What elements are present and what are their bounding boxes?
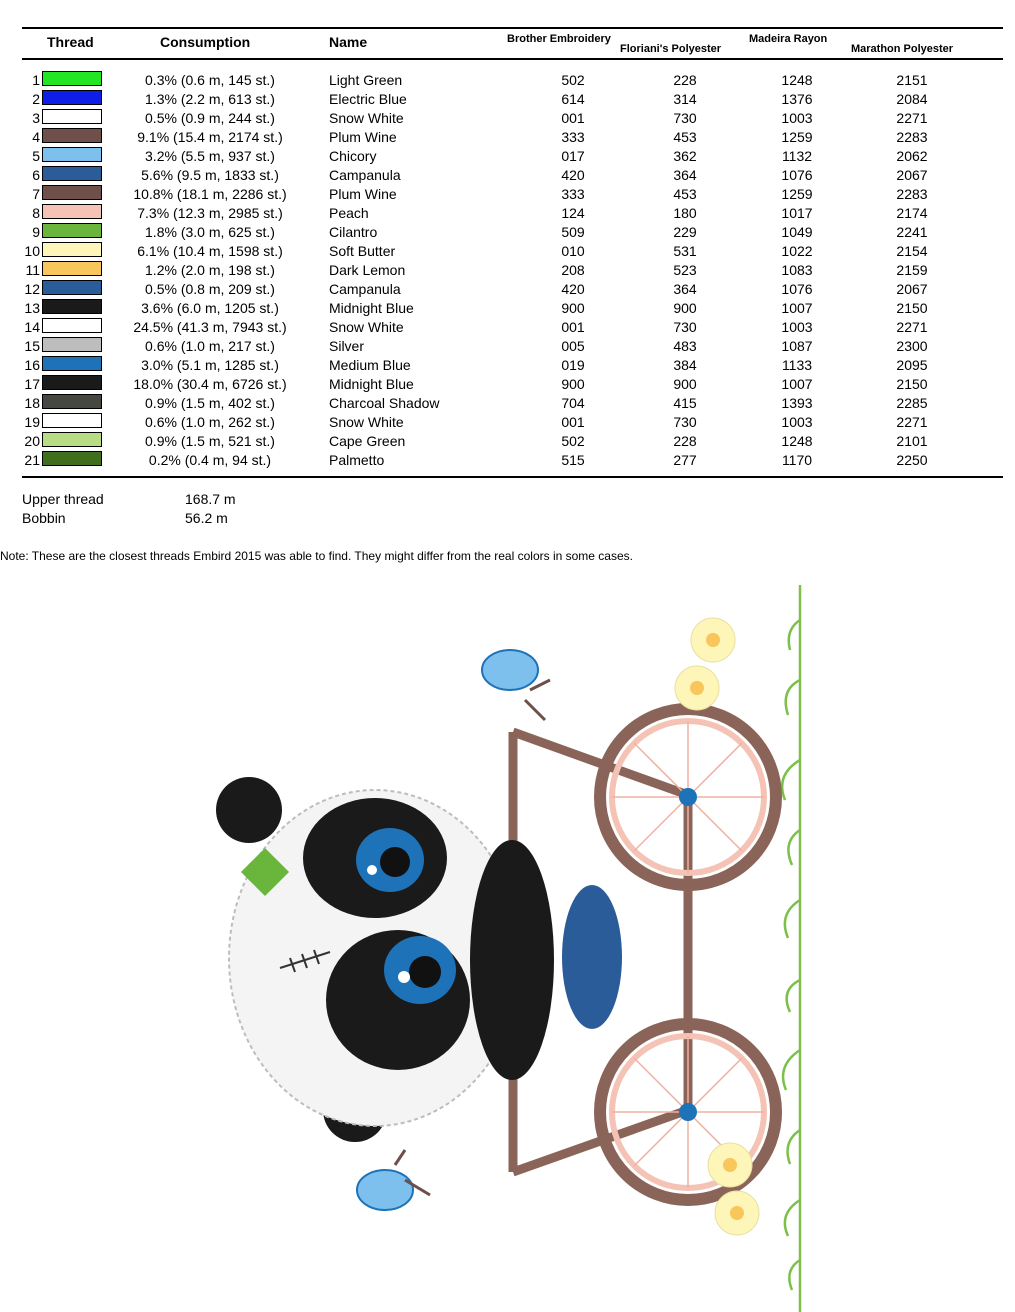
madeira-cell: 1049 bbox=[781, 224, 813, 240]
consumption-cell: 9.1% (15.4 m, 2174 st.) bbox=[137, 129, 283, 145]
color-swatch bbox=[42, 413, 102, 428]
madeira-cell: 1248 bbox=[781, 72, 813, 88]
consumption-cell: 0.5% (0.9 m, 244 st.) bbox=[145, 110, 275, 126]
color-swatch bbox=[42, 128, 102, 143]
table-row bbox=[0, 203, 1015, 222]
floriani-cell: 228 bbox=[673, 72, 697, 88]
header-rule bbox=[22, 58, 1003, 60]
header-consumption: Consumption bbox=[160, 34, 251, 50]
marathon-cell: 2151 bbox=[896, 72, 928, 88]
header-madeira: Madeira Rayon bbox=[749, 33, 828, 45]
name-cell: Soft Butter bbox=[329, 243, 396, 259]
bobbin-label: Bobbin bbox=[22, 510, 66, 526]
brother-cell: 502 bbox=[561, 72, 585, 88]
bobbin-value: 56.2 m bbox=[185, 510, 228, 526]
name-cell: Snow White bbox=[329, 110, 404, 126]
upper-thread-value: 168.7 m bbox=[185, 491, 236, 507]
table-row bbox=[0, 260, 1015, 279]
floriani-cell: 362 bbox=[673, 148, 697, 164]
consumption-cell: 0.3% (0.6 m, 145 st.) bbox=[145, 72, 275, 88]
thread-number: 14 bbox=[24, 319, 40, 335]
marathon-cell: 2271 bbox=[896, 110, 928, 126]
name-cell: Midnight Blue bbox=[329, 300, 414, 316]
name-cell: Plum Wine bbox=[329, 129, 397, 145]
floriani-cell: 415 bbox=[673, 395, 697, 411]
madeira-cell: 1132 bbox=[781, 148, 813, 164]
table-row bbox=[0, 70, 1015, 89]
consumption-cell: 3.6% (6.0 m, 1205 st.) bbox=[141, 300, 279, 316]
madeira-cell: 1259 bbox=[781, 186, 813, 202]
color-swatch bbox=[42, 71, 102, 86]
brother-cell: 515 bbox=[561, 452, 585, 468]
consumption-cell: 5.6% (9.5 m, 1833 st.) bbox=[141, 167, 279, 183]
header-brother: Brother Embroidery bbox=[507, 33, 611, 45]
table-row bbox=[0, 393, 1015, 412]
marathon-cell: 2062 bbox=[896, 148, 928, 164]
brother-cell: 502 bbox=[561, 433, 585, 449]
marathon-cell: 2271 bbox=[896, 319, 928, 335]
thread-table bbox=[0, 70, 1015, 469]
color-swatch bbox=[42, 204, 102, 219]
consumption-cell: 3.0% (5.1 m, 1285 st.) bbox=[141, 357, 279, 373]
madeira-cell: 1259 bbox=[781, 129, 813, 145]
consumption-cell: 24.5% (41.3 m, 7943 st.) bbox=[133, 319, 287, 335]
thread-number: 11 bbox=[25, 262, 40, 278]
color-swatch bbox=[42, 90, 102, 105]
table-row bbox=[0, 317, 1015, 336]
name-cell: Snow White bbox=[329, 319, 404, 335]
top-rule bbox=[22, 27, 1003, 29]
floriani-cell: 900 bbox=[673, 300, 697, 316]
marathon-cell: 2159 bbox=[896, 262, 928, 278]
name-cell: Medium Blue bbox=[329, 357, 411, 373]
brother-cell: 614 bbox=[561, 91, 585, 107]
thread-number: 8 bbox=[32, 205, 40, 221]
brother-cell: 704 bbox=[561, 395, 585, 411]
brother-cell: 124 bbox=[561, 205, 585, 221]
name-cell: Light Green bbox=[329, 72, 403, 88]
table-row bbox=[0, 374, 1015, 393]
table-row bbox=[0, 279, 1015, 298]
brother-cell: 010 bbox=[561, 243, 585, 259]
color-swatch bbox=[42, 223, 102, 238]
brother-cell: 509 bbox=[561, 224, 585, 240]
brother-cell: 001 bbox=[561, 319, 585, 335]
consumption-cell: 7.3% (12.3 m, 2985 st.) bbox=[137, 205, 283, 221]
madeira-cell: 1003 bbox=[781, 110, 813, 126]
brother-cell: 019 bbox=[561, 357, 585, 373]
color-swatch bbox=[42, 280, 102, 295]
table-row bbox=[0, 222, 1015, 241]
floriani-cell: 277 bbox=[673, 452, 697, 468]
brother-cell: 420 bbox=[561, 167, 585, 183]
table-row bbox=[0, 336, 1015, 355]
table-row bbox=[0, 89, 1015, 108]
madeira-cell: 1083 bbox=[781, 262, 813, 278]
thread-number: 21 bbox=[24, 452, 40, 468]
name-cell: Campanula bbox=[329, 167, 401, 183]
madeira-cell: 1248 bbox=[781, 433, 813, 449]
thread-number: 17 bbox=[24, 376, 40, 392]
thread-number: 15 bbox=[24, 338, 40, 354]
color-swatch bbox=[42, 394, 102, 409]
color-swatch bbox=[42, 451, 102, 466]
table-row bbox=[0, 450, 1015, 469]
floriani-cell: 229 bbox=[673, 224, 697, 240]
name-cell: Cilantro bbox=[329, 224, 378, 240]
marathon-cell: 2271 bbox=[896, 414, 928, 430]
marathon-cell: 2241 bbox=[896, 224, 928, 240]
header-floriani: Floriani's Polyester bbox=[620, 43, 722, 55]
consumption-cell: 0.6% (1.0 m, 262 st.) bbox=[145, 414, 275, 430]
consumption-cell: 6.1% (10.4 m, 1598 st.) bbox=[137, 243, 283, 259]
header-thread: Thread bbox=[47, 34, 94, 50]
floriani-cell: 730 bbox=[673, 319, 697, 335]
consumption-cell: 0.5% (0.8 m, 209 st.) bbox=[145, 281, 275, 297]
brother-cell: 333 bbox=[561, 129, 585, 145]
name-cell: Silver bbox=[329, 338, 365, 354]
color-swatch bbox=[42, 185, 102, 200]
madeira-cell: 1393 bbox=[781, 395, 813, 411]
floriani-cell: 228 bbox=[673, 433, 697, 449]
madeira-cell: 1007 bbox=[781, 300, 813, 316]
table-row bbox=[0, 241, 1015, 260]
marathon-cell: 2150 bbox=[896, 376, 928, 392]
madeira-cell: 1007 bbox=[781, 376, 813, 392]
madeira-cell: 1076 bbox=[781, 281, 813, 297]
brother-cell: 900 bbox=[561, 300, 585, 316]
name-cell: Charcoal Shadow bbox=[329, 395, 440, 411]
marathon-cell: 2067 bbox=[896, 281, 928, 297]
brother-cell: 208 bbox=[561, 262, 585, 278]
madeira-cell: 1376 bbox=[781, 91, 813, 107]
table-row bbox=[0, 355, 1015, 374]
note-text: Note: These are the closest threads Embird 2015 was able to find. They might differ from the real colors in some cases. bbox=[0, 549, 633, 563]
butterfly-bottom-illustration bbox=[357, 1150, 430, 1210]
brother-cell: 017 bbox=[561, 148, 585, 164]
madeira-cell: 1022 bbox=[781, 243, 813, 259]
floriani-cell: 730 bbox=[673, 110, 697, 126]
marathon-cell: 2285 bbox=[896, 395, 928, 411]
marathon-cell: 2095 bbox=[896, 357, 928, 373]
thread-number: 18 bbox=[24, 395, 40, 411]
grass-illustration bbox=[782, 585, 800, 1312]
thread-number: 5 bbox=[32, 148, 40, 164]
color-swatch bbox=[42, 356, 102, 371]
table-row bbox=[0, 184, 1015, 203]
color-swatch bbox=[42, 432, 102, 447]
consumption-cell: 3.2% (5.5 m, 937 st.) bbox=[145, 148, 275, 164]
thread-number: 7 bbox=[32, 186, 40, 202]
floriani-cell: 483 bbox=[673, 338, 697, 354]
marathon-cell: 2283 bbox=[896, 186, 928, 202]
floriani-cell: 364 bbox=[673, 167, 697, 183]
thread-number: 19 bbox=[24, 414, 40, 430]
table-row bbox=[0, 412, 1015, 431]
consumption-cell: 1.8% (3.0 m, 625 st.) bbox=[145, 224, 275, 240]
color-swatch bbox=[42, 299, 102, 314]
floriani-cell: 730 bbox=[673, 414, 697, 430]
brother-cell: 333 bbox=[561, 186, 585, 202]
color-swatch bbox=[42, 337, 102, 352]
brother-cell: 900 bbox=[561, 376, 585, 392]
consumption-cell: 18.0% (30.4 m, 6726 st.) bbox=[133, 376, 287, 392]
thread-number: 20 bbox=[24, 433, 40, 449]
floriani-cell: 180 bbox=[673, 205, 697, 221]
thread-number: 10 bbox=[24, 243, 40, 259]
table-row bbox=[0, 108, 1015, 127]
consumption-cell: 10.8% (18.1 m, 2286 st.) bbox=[133, 186, 287, 202]
floriani-cell: 364 bbox=[673, 281, 697, 297]
brother-cell: 001 bbox=[561, 414, 585, 430]
thread-number: 12 bbox=[24, 281, 40, 297]
brother-cell: 001 bbox=[561, 110, 585, 126]
madeira-cell: 1087 bbox=[781, 338, 813, 354]
thread-number: 3 bbox=[32, 110, 40, 126]
color-swatch bbox=[42, 109, 102, 124]
thread-number: 4 bbox=[32, 129, 40, 145]
madeira-cell: 1003 bbox=[781, 414, 813, 430]
floriani-cell: 384 bbox=[673, 357, 697, 373]
marathon-cell: 2300 bbox=[896, 338, 928, 354]
color-swatch bbox=[42, 261, 102, 276]
name-cell: Chicory bbox=[329, 148, 377, 164]
table-row bbox=[0, 127, 1015, 146]
table-row bbox=[0, 431, 1015, 450]
thread-number: 1 bbox=[32, 72, 40, 88]
thread-number: 13 bbox=[24, 300, 40, 316]
name-cell: Plum Wine bbox=[329, 186, 397, 202]
marathon-cell: 2174 bbox=[896, 205, 928, 221]
floriani-cell: 453 bbox=[673, 129, 697, 145]
thread-number: 16 bbox=[24, 357, 40, 373]
madeira-cell: 1076 bbox=[781, 167, 813, 183]
table-row bbox=[0, 298, 1015, 317]
color-swatch bbox=[42, 166, 102, 181]
name-cell: Dark Lemon bbox=[329, 262, 406, 278]
marathon-cell: 2101 bbox=[896, 433, 928, 449]
name-cell: Cape Green bbox=[329, 433, 406, 449]
madeira-cell: 1170 bbox=[781, 452, 813, 468]
floriani-cell: 531 bbox=[673, 243, 697, 259]
color-swatch bbox=[42, 147, 102, 162]
madeira-cell: 1017 bbox=[781, 205, 813, 221]
consumption-cell: 0.6% (1.0 m, 217 st.) bbox=[145, 338, 275, 354]
embroidery-preview bbox=[0, 570, 1015, 1312]
table-row bbox=[0, 165, 1015, 184]
thread-number: 6 bbox=[32, 167, 40, 183]
marathon-cell: 2250 bbox=[896, 452, 928, 468]
name-cell: Campanula bbox=[329, 281, 401, 297]
floriani-cell: 523 bbox=[673, 262, 697, 278]
marathon-cell: 2154 bbox=[896, 243, 928, 259]
consumption-cell: 1.3% (2.2 m, 613 st.) bbox=[145, 91, 275, 107]
marathon-cell: 2067 bbox=[896, 167, 928, 183]
panda-illustration bbox=[216, 777, 554, 1142]
marathon-cell: 2150 bbox=[896, 300, 928, 316]
bottom-rule bbox=[22, 476, 1003, 478]
floriani-cell: 900 bbox=[673, 376, 697, 392]
floriani-cell: 453 bbox=[673, 186, 697, 202]
name-cell: Palmetto bbox=[329, 452, 385, 468]
consumption-cell: 0.9% (1.5 m, 402 st.) bbox=[145, 395, 275, 411]
consumption-cell: 0.9% (1.5 m, 521 st.) bbox=[145, 433, 275, 449]
name-cell: Electric Blue bbox=[329, 91, 407, 107]
marathon-cell: 2084 bbox=[896, 91, 928, 107]
brother-cell: 420 bbox=[561, 281, 585, 297]
upper-thread-label: Upper thread bbox=[22, 491, 104, 507]
consumption-cell: 0.2% (0.4 m, 94 st.) bbox=[148, 452, 272, 468]
header-marathon: Marathon Polyester bbox=[851, 43, 954, 55]
color-swatch bbox=[42, 375, 102, 390]
thread-number: 2 bbox=[32, 91, 40, 107]
name-cell: Peach bbox=[329, 205, 369, 221]
floriani-cell: 314 bbox=[673, 91, 697, 107]
brother-cell: 005 bbox=[561, 338, 585, 354]
color-swatch bbox=[42, 318, 102, 333]
marathon-cell: 2283 bbox=[896, 129, 928, 145]
table-row bbox=[0, 146, 1015, 165]
butterfly-top-illustration bbox=[482, 650, 550, 720]
name-cell: Midnight Blue bbox=[329, 376, 414, 392]
madeira-cell: 1003 bbox=[781, 319, 813, 335]
header-name: Name bbox=[329, 34, 368, 50]
consumption-cell: 1.2% (2.0 m, 198 st.) bbox=[145, 262, 275, 278]
madeira-cell: 1133 bbox=[781, 357, 813, 373]
thread-number: 9 bbox=[32, 224, 40, 240]
color-swatch bbox=[42, 242, 102, 257]
name-cell: Snow White bbox=[329, 414, 404, 430]
